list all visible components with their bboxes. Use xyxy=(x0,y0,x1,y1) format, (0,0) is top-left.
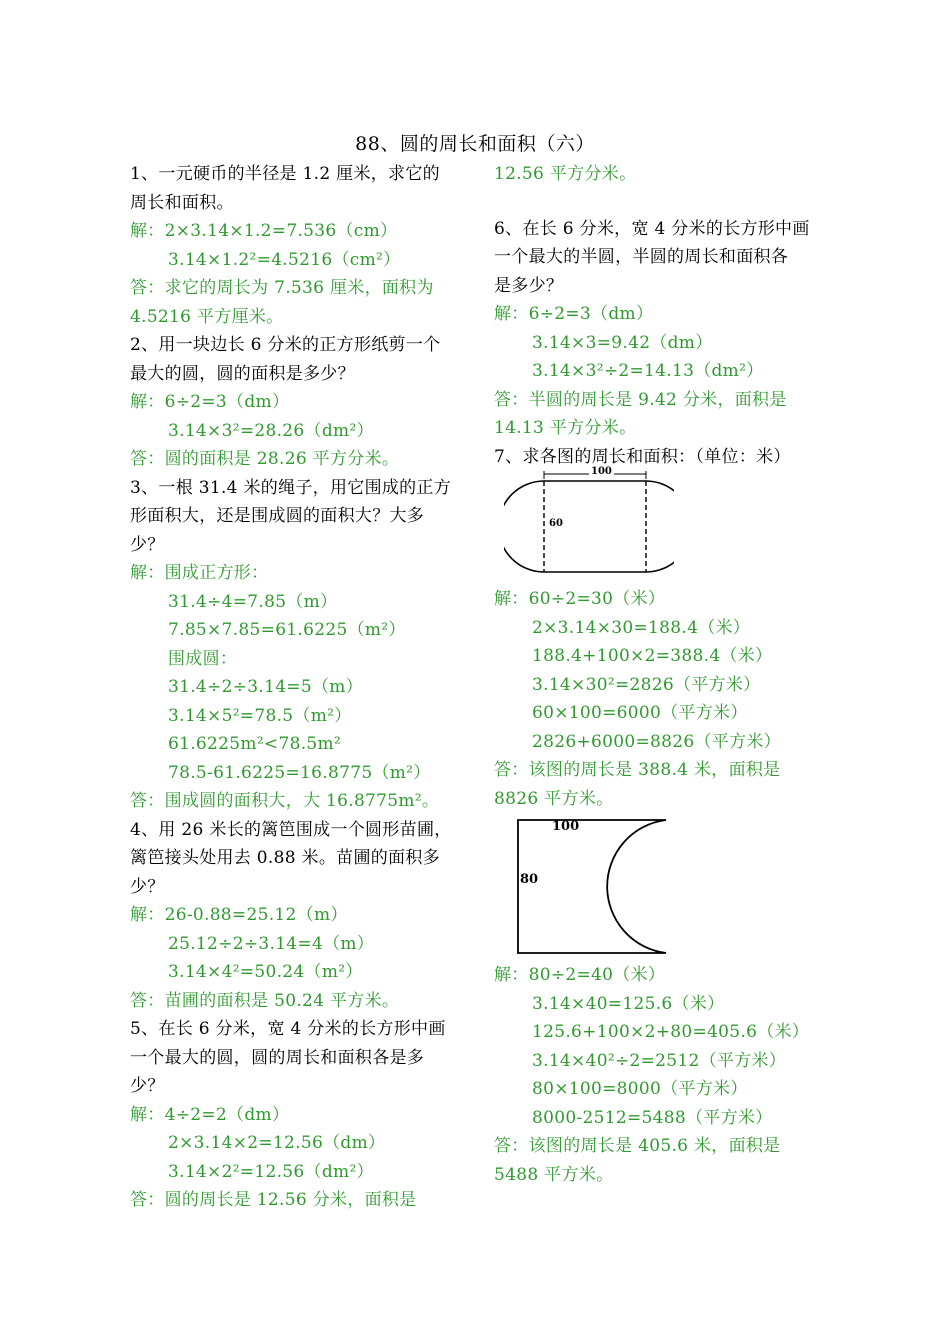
answer-line: 12.56 平方分米。 xyxy=(494,164,637,184)
answer-line: 3.14×1.2²=4.5216（cm²） xyxy=(168,249,401,270)
figure2-width-label: 100 xyxy=(552,819,580,834)
answer-line: 60×100=6000（平方米） xyxy=(532,703,748,723)
question-line: 6、在长 6 分米，宽 4 分米的长方形中画 xyxy=(494,218,810,239)
question-line: 5、在长 6 分米，宽 4 分米的长方形中画 xyxy=(130,1019,446,1039)
answer-line: 3.14×30²=2826（平方米） xyxy=(532,674,761,695)
answer-line: 3.14×40²÷2=2512（平方米） xyxy=(532,1050,787,1071)
question-line: 最大的圆，圆的面积是多少？ xyxy=(130,363,355,384)
answer-line: 14.13 平方分米。 xyxy=(494,418,637,438)
answer-line: 解：6÷2=3（dm） xyxy=(130,392,290,412)
left-lines xyxy=(130,160,462,1215)
page-title: 88、圆的周长和面积（六） xyxy=(355,133,595,155)
answer-line: 3.14×40=125.6（米） xyxy=(532,993,725,1014)
answer-line: 答：圆的面积是 28.26 平方分米。 xyxy=(130,449,400,469)
question-line: 4、用 26 米长的篱笆围成一个圆形苗圃， xyxy=(130,819,452,840)
left-semicircle xyxy=(504,481,544,572)
answer-line: 2×3.14×2=12.56（dm） xyxy=(168,1133,386,1153)
question-line: 1、一元硬币的半径是 1.2 厘米，求它的 xyxy=(130,164,440,184)
rect-with-semicircle-cut xyxy=(518,820,666,953)
answer-line: 188.4+100×2=388.4（米） xyxy=(532,646,773,666)
figure2-height-label: 80 xyxy=(520,872,539,887)
figure-rect-cutout xyxy=(516,817,686,959)
answer-line: 答：该图的周长是 388.4 米，面积是 xyxy=(494,760,781,780)
question-line: 少？ xyxy=(130,1076,165,1096)
question-line: 是多少？ xyxy=(494,275,564,296)
answer-line: 3.14×5²=78.5（m²） xyxy=(168,705,352,726)
question-line: 3、一根 31.4 米的绳子，用它围成的正方 xyxy=(130,477,452,498)
question-line: 形面积大，还是围成圆的面积大？大多 xyxy=(130,506,425,526)
question-line: 篱笆接头处用去 0.88 米。苗圃的面积多 xyxy=(130,848,440,868)
spacer xyxy=(494,189,826,215)
spacer xyxy=(494,577,826,585)
left-column xyxy=(130,160,462,1215)
answer-line: 2×3.14×30=188.4（米） xyxy=(532,617,751,638)
answer-line: 7.85×7.85=61.6225（m²） xyxy=(168,620,406,640)
question-6-lines xyxy=(494,215,826,472)
figure1-height-label: 60 xyxy=(549,518,563,529)
stadium-shape-svg xyxy=(504,471,674,577)
answer-line: 解：围成正方形： xyxy=(130,563,269,583)
question-line: 周长和面积。 xyxy=(130,192,234,213)
answer-line: 80×100=8000（平方米） xyxy=(532,1079,748,1099)
question-line: 7、求各图的周长和面积：（单位：米） xyxy=(494,446,791,467)
answer-line: 5488 平方米。 xyxy=(494,1164,614,1185)
answer-line: 解：60÷2=30（米） xyxy=(494,589,666,609)
answer-line: 3.14×3=9.42（dm） xyxy=(532,332,713,353)
answer-line: 答：求它的周长为 7.536 厘米，面积为 xyxy=(130,278,434,298)
answer-line: 解：80÷2=40（米） xyxy=(494,965,666,985)
answer-line: 解：6÷2=3（dm） xyxy=(494,304,654,324)
figure-stadium xyxy=(504,466,674,577)
answer-line: 答：苗圃的面积是 50.24 平方米。 xyxy=(130,990,400,1011)
right-column xyxy=(494,160,826,1189)
answer-line: 61.6225m²<78.5m² xyxy=(168,734,342,754)
answer-line: 4.5216 平方厘米。 xyxy=(130,306,284,327)
figure1-width-label: 100 xyxy=(591,466,612,477)
answer-line: 答：该图的周长是 405.6 米，面积是 xyxy=(494,1136,781,1156)
answer-line: 解：2×3.14×1.2=7.536（cm） xyxy=(130,221,398,241)
answer-line: 3.14×4²=50.24（m²） xyxy=(168,962,363,982)
answer-line: 8000-2512=5488（平方米） xyxy=(532,1107,773,1128)
rect-cutout-svg xyxy=(516,817,686,959)
answer-line: 答：圆的周长是 12.56 分米，面积是 xyxy=(130,1190,417,1210)
question-line: 2、用一块边长 6 分米的正方形纸剪一个 xyxy=(130,335,441,355)
answer-line: 围成圆： xyxy=(168,648,238,669)
question-line: 一个最大的半圆，半圆的周长和面积各 xyxy=(494,247,789,267)
answer-line: 答：围成圆的面积大，大 16.8775m²。 xyxy=(130,791,440,811)
answer-line: 解：26-0.88=25.12（m） xyxy=(130,905,348,925)
question-line: 一个最大的圆，圆的周长和面积各是多 xyxy=(130,1047,425,1068)
right-semicircle xyxy=(646,481,674,572)
answer-line: 3.14×3²=28.26（dm²） xyxy=(168,420,374,441)
question-line: 少？ xyxy=(130,876,165,897)
answer-line: 125.6+100×2+80=405.6（米） xyxy=(532,1022,810,1042)
answer-line: 3.14×2²=12.56（dm²） xyxy=(168,1161,374,1182)
answer-line: 2826+6000=8826（平方米） xyxy=(532,731,781,752)
answer-line: 3.14×3²÷2=14.13（dm²） xyxy=(532,361,764,381)
question-line: 少？ xyxy=(130,534,165,555)
answer-line: 31.4÷2÷3.14=5（m） xyxy=(168,677,363,697)
figure2-solution-lines xyxy=(494,961,826,1189)
figure1-solution-lines xyxy=(494,585,826,813)
right-top-lines xyxy=(494,160,826,189)
answer-line: 解：4÷2=2（dm） xyxy=(130,1104,290,1125)
answer-line: 31.4÷4=7.85（m） xyxy=(168,591,338,612)
answer-line: 78.5-61.6225=16.8775（m²） xyxy=(168,762,431,783)
answer-line: 8826 平方米。 xyxy=(494,788,614,809)
answer-line: 25.12÷2÷3.14=4（m） xyxy=(168,933,375,954)
answer-line: 答：半圆的周长是 9.42 分米，面积是 xyxy=(494,389,787,410)
